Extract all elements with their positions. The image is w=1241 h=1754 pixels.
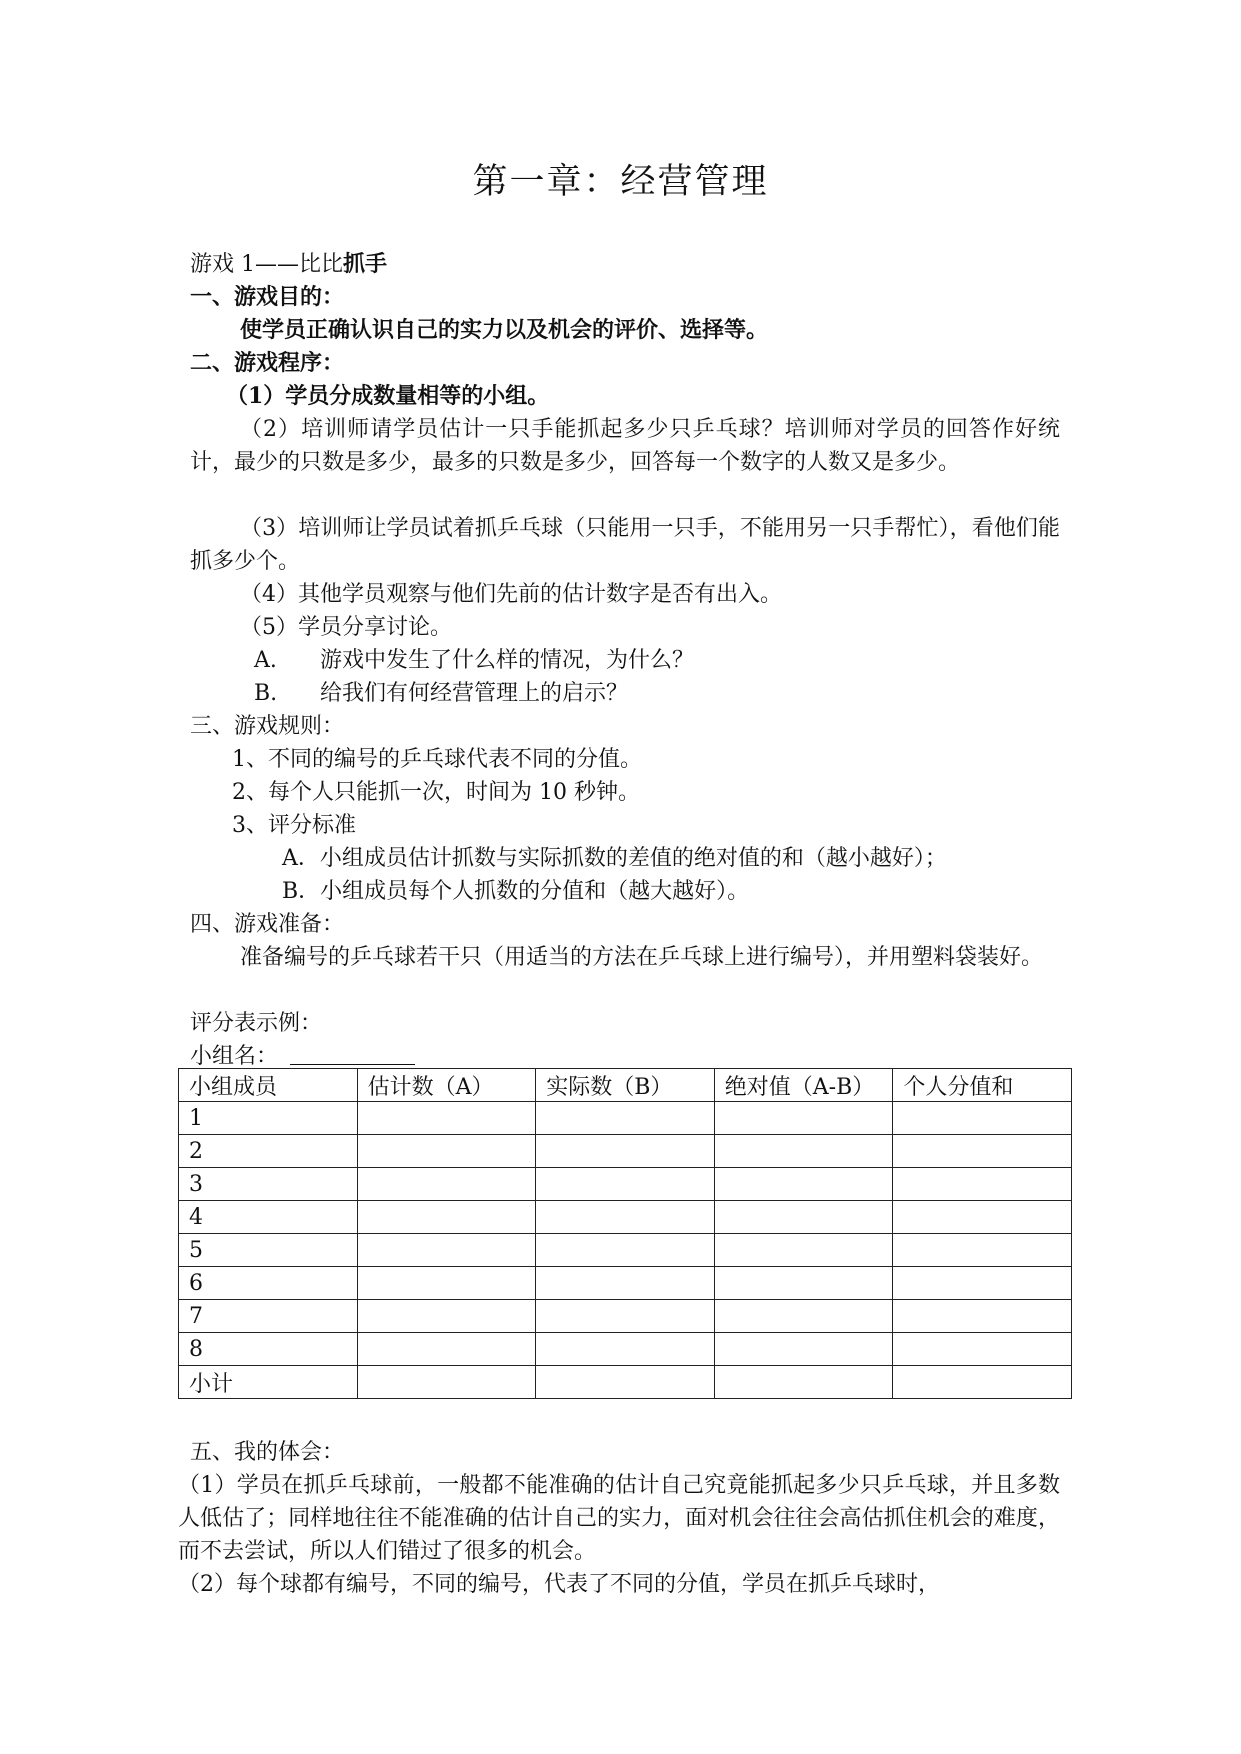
discussion-a-text: 游戏中发生了什么样的情况，为什么？ <box>320 648 695 673</box>
cell <box>714 1135 893 1168</box>
cell <box>714 1333 893 1366</box>
section-1-text: 使学员正确认识自己的实力以及机会的评价、选择等。 <box>240 317 769 343</box>
header-estimate: 估计数（A） <box>357 1069 536 1102</box>
cell <box>893 1102 1072 1135</box>
criteria-a: A．小组成员估计抓数与实际抓数的差值的绝对值的和（越小越好）； <box>282 846 947 871</box>
reflection-1: （1）学员在抓乒乓球前，一般都不能准确的估计自己究竟能抓起多少只乒乓球，并且多数人低估了；同样地往往不能准确的估计自己的实力，面对机会往往会高估抓住机会的难度，而不去尝试，所以人们错过了很多的机会。 <box>178 1473 1060 1564</box>
row-label: 7 <box>179 1300 358 1333</box>
row-label: 4 <box>179 1201 358 1234</box>
step-5: （5）学员分享讨论。 <box>240 615 452 640</box>
table-row <box>179 1168 1072 1201</box>
cell <box>357 1366 536 1399</box>
discussion-a-label: A. <box>254 648 277 673</box>
rule-2: 2、每个人只能抓一次，时间为 10 秒钟。 <box>232 780 640 805</box>
cell <box>536 1234 715 1267</box>
example-label: 评分表示例： <box>190 1011 323 1036</box>
table-row <box>179 1201 1072 1234</box>
cell <box>357 1267 536 1300</box>
cell <box>714 1300 893 1333</box>
cell <box>536 1102 715 1135</box>
cell <box>536 1201 715 1234</box>
group-name-label: 小组名： <box>190 1044 279 1069</box>
table-row <box>179 1135 1072 1168</box>
cell <box>893 1135 1072 1168</box>
score-table <box>178 1068 1072 1399</box>
table-row <box>179 1102 1072 1135</box>
cell <box>714 1366 893 1399</box>
section-3-heading: 三、游戏规则： <box>190 714 345 739</box>
cell <box>536 1267 715 1300</box>
cell <box>893 1234 1072 1267</box>
table-row <box>179 1300 1072 1333</box>
cell <box>357 1333 536 1366</box>
table-row <box>179 1366 1072 1399</box>
game-heading-suffix: 抓手 <box>343 251 388 277</box>
step-4: （4）其他学员观察与他们先前的估计数字是否有出入。 <box>240 582 782 607</box>
cell <box>536 1300 715 1333</box>
cell <box>357 1234 536 1267</box>
cell <box>714 1234 893 1267</box>
prep-text: 准备编号的乒乓球若干只（用适当的方法在乒乓球上进行编号），并用塑料袋装好。 <box>240 945 1044 970</box>
criteria-b: B．小组成员每个人抓数的分值和（越大越好）。 <box>282 879 750 904</box>
cell <box>536 1333 715 1366</box>
header-score-sum: 个人分值和 <box>893 1069 1072 1102</box>
cell <box>357 1102 536 1135</box>
header-absolute: 绝对值（A-B） <box>714 1069 893 1102</box>
cell <box>893 1168 1072 1201</box>
cell <box>714 1267 893 1300</box>
table-row <box>179 1267 1072 1300</box>
cell <box>536 1366 715 1399</box>
cell <box>536 1168 715 1201</box>
row-label: 3 <box>179 1168 358 1201</box>
section-1-heading: 一、游戏目的： <box>190 284 345 310</box>
step-1: （1）学员分成数量相等的小组。 <box>226 383 550 409</box>
row-label: 8 <box>179 1333 358 1366</box>
row-label: 小计 <box>179 1366 358 1399</box>
table-row <box>179 1234 1072 1267</box>
row-label: 5 <box>179 1234 358 1267</box>
game-heading <box>190 248 387 281</box>
row-label: 6 <box>179 1267 358 1300</box>
cell <box>893 1201 1072 1234</box>
game-heading-prefix: 游戏 1——比比 <box>190 252 343 277</box>
header-actual: 实际数（B） <box>536 1069 715 1102</box>
row-label: 2 <box>179 1135 358 1168</box>
cell <box>893 1366 1072 1399</box>
cell <box>893 1300 1072 1333</box>
group-name-blank <box>290 1042 415 1065</box>
header-member: 小组成员 <box>179 1069 358 1102</box>
cell <box>714 1201 893 1234</box>
cell <box>893 1267 1072 1300</box>
cell <box>357 1201 536 1234</box>
discussion-b-label: B. <box>254 681 278 706</box>
rule-3: 3、评分标准 <box>232 813 356 838</box>
cell <box>357 1300 536 1333</box>
step-3: （3）培训师让学员试着抓乒乓球（只能用一只手，不能用另一只手帮忙），看他们能抓多少个。 <box>190 516 1060 574</box>
step-2: （2）培训师请学员估计一只手能抓起多少只乒乓球？培训师对学员的回答作好统计，最少的只数是多少，最多的只数是多少，回答每一个数字的人数又是多少。 <box>190 417 1060 475</box>
cell <box>357 1135 536 1168</box>
reflection-2: （2）每个球都有编号，不同的编号，代表了不同的分值，学员在抓乒乓球时， <box>178 1572 940 1597</box>
section-4-heading: 四、游戏准备： <box>190 912 345 937</box>
rule-1: 1、不同的编号的乒乓球代表不同的分值。 <box>232 747 642 772</box>
page-title: 第一章：经营管理 <box>472 162 769 202</box>
cell <box>357 1168 536 1201</box>
table-row <box>179 1333 1072 1366</box>
section-2-heading: 二、游戏程序： <box>190 350 345 376</box>
cell <box>714 1168 893 1201</box>
table-header-row <box>179 1069 1072 1102</box>
section-5-heading: 五、我的体会： <box>190 1440 345 1465</box>
cell <box>893 1333 1072 1366</box>
cell <box>714 1102 893 1135</box>
discussion-b-text: 给我们有何经营管理上的启示？ <box>320 681 629 706</box>
row-label: 1 <box>179 1102 358 1135</box>
cell <box>536 1135 715 1168</box>
